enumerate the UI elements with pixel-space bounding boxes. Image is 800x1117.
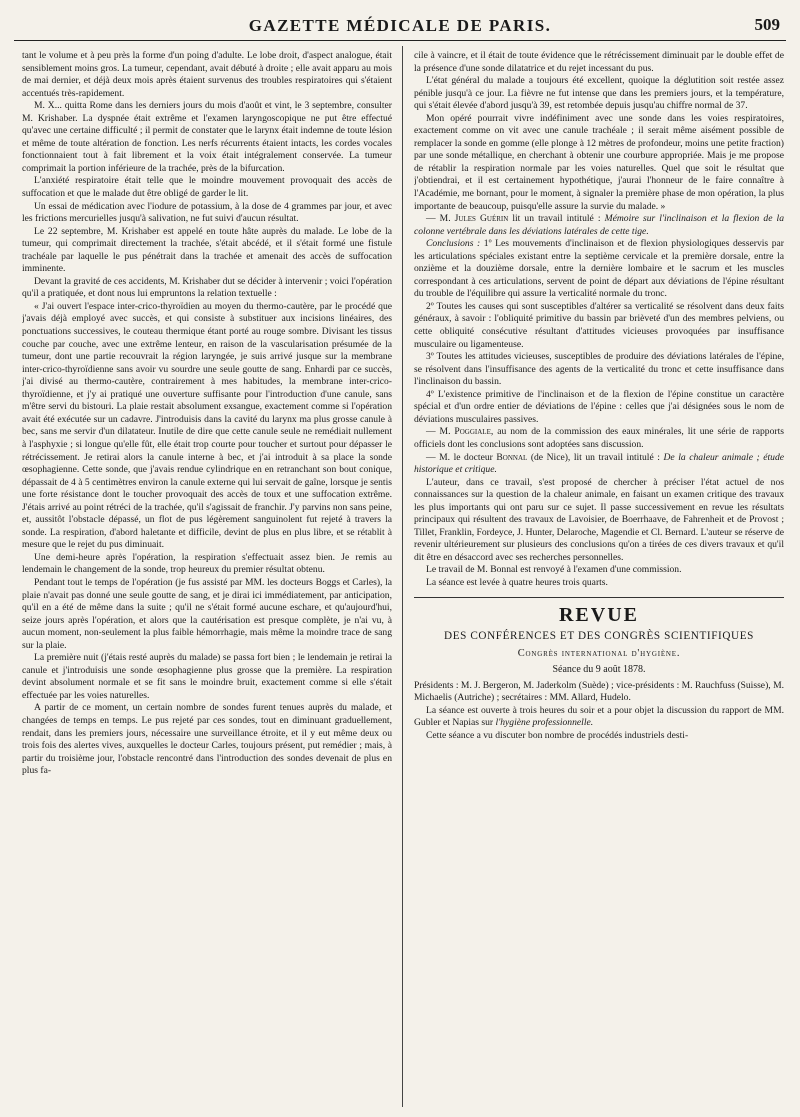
work-title: Mémoire sur l'inclinaison et la flexion de la colonne vertébrale dans les déviations latérales de cette tige. xyxy=(414,213,784,237)
entry-prefix: — M. xyxy=(426,426,455,438)
author-name: Poggiale xyxy=(454,426,491,438)
left-column xyxy=(22,50,392,1109)
paragraph: L'état général du malade a toujours été excellent, quoique la déglutition soit restée assez pénible jusqu'à ce jour. La fièvre ne fut intense que dans les premiers jours, et la température, qui s'était élevée d'abord jusqu'à 39, est retombée depuis jusqu'au chiffre normal de 37. xyxy=(414,75,784,112)
paragraph: Mon opéré pourrait vivre indéfiniment avec une sonde dans les voies respiratoires, exactement comme on vit avec une canule trachéale ; il serait même aisément possible de remplacer la sonde en gomme (elle plonge à 12 mètres de profondeur, moins une petite fraction) par une sonde métallique, en cherchant à obtenir une courbure appropriée. Mais je me propose de rétablir la respiration normale par les voies naturelles. Quel que soit le résultat que j'obtiendrai, et il est certainement hypothétique, j'aurai l'honneur de le faire connaître à l'Académie, me bornant, pour le moment, à signaler la première phase de mon opération, la plus importante de beaucoup, puisqu'elle assure la survie du malade. » xyxy=(414,112,784,212)
right-column xyxy=(414,50,784,1109)
entry-prefix: — M. le docteur xyxy=(426,451,497,463)
paragraph: La première nuit (j'étais resté auprès du malade) se passa fort bien ; le lendemain je retirai la canule et j'introduisis une sonde œsophagienne plus grosse que la première. La respiration devint absolument normale et se fit sans le moindre bruit, exactement comme si elle s'était effectuée par les voies naturelles. xyxy=(22,652,392,701)
paragraph: Une demi-heure après l'opération, la respiration s'effectuait assez bien. Je remis au lendemain le changement de la sonde, trop heureux du premier résultat obtenu. xyxy=(22,551,392,576)
entry-text: , au nom de la commission des eaux minérales, lit une série de rapports officiels dont les conclusions sont adoptées sans discussion. xyxy=(414,426,784,450)
author-name: Jules Guérin xyxy=(454,213,509,225)
paragraph: L'anxiété respiratoire était telle que le moindre mouvement provoquait des accès de suffocation et que le malade dut être obligé de garder le lit. xyxy=(22,175,392,200)
page-number: 509 xyxy=(754,15,780,34)
page-header xyxy=(14,10,786,41)
guerin-entry xyxy=(414,213,784,238)
conclusion-3: 3º Toutes les attitudes vicieuses, susceptibles de produire des déviations latérales de l'épine, se résolvent dans l'insuffisance des agents de la verticalité du tronc et cette insuffisance dans l'inclinaison du bassin. xyxy=(414,351,784,388)
paragraph: tant le volume et à peu près la forme d'un poing d'adulte. Le lobe droit, d'aspect analogue, était sensiblement moins gros. La tumeur, cependant, avait débuté à droite ; elle avait apparu au mois de mai dernier, et déjà deux mois après étaient survenus des troubles respiratoires qui s'étaient accentués très-rapidement. xyxy=(22,50,392,99)
paragraph: Le 22 septembre, M. Krishaber est appelé en toute hâte auprès du malade. Le lobe de la tumeur, qui comprimait directement la trachée, s'était abcédé, et il s'était formé une fistule trachéale par laquelle le pus pénétrait dans la trachée et amenait des accès de suffocation imminente. xyxy=(22,225,392,275)
opening-topic: l'hygiène professionnelle. xyxy=(495,717,594,729)
paragraph: L'auteur, dans ce travail, s'est proposé de chercher à préciser l'état actuel de nos connaissances sur la question de la chaleur animale, en faisant un examen critique des travaux les plus importants qui ont paru sur ce sujet. Il passe successivement en revue les résultats principaux qui résultent des travaux de Lavoisier, de Boerrhaave, de Fahrenheit et de Provost ; Tillet, Franklin, Fordeyce, J. Hunter, Delaroche, Magendie et Cl. Bernard. L'auteur se réserve de revenir ultérieurement sur plusieurs des conclusions qu'on a tirées de ces divers travaux et qu'il dit être en désaccord avec ses recherches personnelles. xyxy=(414,476,784,563)
paragraph: cile à vaincre, et il était de toute évidence que le rétrécissement diminuait par le double effet de la présence d'une sonde dilatatrice et du rejet incessant du pus. xyxy=(414,50,784,74)
congres-heading: Congrès international d'hygiène. xyxy=(517,647,681,659)
author-name: Bonnal xyxy=(496,451,528,463)
conclusion-1 xyxy=(414,238,784,301)
poggiale-entry xyxy=(414,426,784,451)
paragraph: Devant la gravité de ces accidents, M. Krishaber dut se décider à intervenir ; voici l'opération qu'il a pratiquée, et dont nous lui empruntons la relation textuelle : xyxy=(22,275,392,300)
revue-title: REVUE xyxy=(558,603,639,626)
conclusion-4: 4º L'existence primitive de l'inclinaison et de la flexion de l'épine constitue un caractère spécial et d'un ordre entier de déviations de l'épine : celles que j'ai désignées sous le nom de déviations musculaires passives. xyxy=(414,388,784,425)
seance-date: Séance du 9 août 1878. xyxy=(552,664,646,676)
paragraph: Cette séance a vu discuter bon nombre de procédés industriels desti- xyxy=(426,729,689,741)
opening-paragraph xyxy=(414,705,784,730)
opening-text: La séance est ouverte à trois heures du soir et a pour objet la discussion du rapport de MM. Gubler et Napias sur xyxy=(414,704,784,729)
entry-prefix: — M. xyxy=(426,213,455,225)
paragraph: Pendant tout le temps de l'opération (je fus assisté par MM. les docteurs Boggs et Carles), la plaie n'avait pas donné une seule goutte de sang, et je dirai ici immédiatement, par anticipation, qu'il en a été de même dans la suite ; qu'il ne s'était formé aucune eschare, et qu'aujourd'hui, seize jours après l'opération, et alors que la cautérisation est presque complète, je n'ai vu, à aucun moment, non-seulement la plus faible hémorrhagie, mais même la moindre trace de sang sur la plaie. xyxy=(22,576,392,651)
presidents: Présidents : M. J. Bergeron, M. Jaderkolm (Suède) ; vice-présidents : M. Rauchfuss (Suisse), M. Michaelis (Autriche) ; secrétaires : MM. Allard, Hudelo. xyxy=(414,679,784,704)
paragraph: « J'ai ouvert l'espace inter-crico-thyroïdien au moyen du thermo-cautère, par le procédé que j'avais déjà employé avec succès, et qui consiste à substituer aux incisions linéaires, des ponctuations successives, le couteau thermique étant porté au rouge sombre. Divisant les tissus couche par couche, avec une extrême lenteur, en raison de la vascularisation présumée de la tumeur, dont une partie recouvrait la région laryngée, je suis arrivé jusque sur la membrane inter-crico-thyroïdienne sans avoir vu sourdre une seule goutte de sang. Enhardi par ce succès, j'ai divisé au thermo-cautère, contrairement à mes habitudes, la membrane inter-crico-thyroïdienne, et j'y ai pratiqué une ouverture suffisante pour l'introduction d'une canule, sans m'être servi du bistouri. La plaie restait absolument exsangue, exactement comme si l'opération avait été exécutée sur un cadavre. J'introduisis dans la cavité du larynx ma plus grosse canule à bec, sans me servir d'un dilatateur. Inutile de dire que cette canule seule ne remédiait nullement à l'asphyxie ; si longue qu'elle fût, elle était trop courte pour toucher et surtout pour dépasser le rétrécissement. Je retirai alors la canule interne à bec, et j'ai introduit à sa place la sonde œsophagienne. Cette sonde, que j'avais rendue cylindrique en en retranchant son bout conique, dépassait de 4 à 5 centimètres environ la canule externe qui lui servait de gaîne, lorsque je sentis une forte résistance dont le toucher provoquait des accès de toux et une suffocation extrême. J'étais arrivé au point rétréci de la trachée, qu'il s'agissait de franchir. J'y parvins non sans peine, et, aussitôt l'obstacle dépassé, un flot de pus légèrement sanguinolent fut rejeté à travers la sonde. La respiration, d'abord haletante et difficile, devint de plus en plus libre, et se rétablit à mesure que le rejet du pus diminuait. xyxy=(22,300,392,551)
paragraph: La séance est levée à quatre heures trois quarts. xyxy=(426,576,608,588)
paragraph: A partir de ce moment, un certain nombre de sondes furent tenues auprès du malade, et changées de temps en temps. Le pus rejeté par ces sondes, tout en diminuant graduellement, rendait, dans les premiers jours, nécessaire une surveillance étroite, et il y eut même deux ou trois fois des alertes vives, auxquelles le docteur Carles, toujours présent, put remédier ; mais, à partir du troisième jour, l'obstacle rencontré dans l'introduction des sondes devenait de plus en plus fa- xyxy=(22,702,392,777)
bonnal-entry xyxy=(414,452,784,477)
revue-subtitle: DES CONFÉRENCES ET DES CONGRÈS SCIENTIFIQUES xyxy=(444,629,754,642)
paragraph: Un essai de médication avec l'iodure de potassium, à la dose de 4 grammes par jour, et avec les frictions mercurielles jusqu'à salivation, ne fut suivi d'aucun résultat. xyxy=(22,200,392,225)
journal-title: GAZETTE MÉDICALE DE PARIS. xyxy=(248,16,552,35)
conclusions-label: Conclusions : xyxy=(426,238,481,250)
entry-text: lit un travail intitulé : xyxy=(508,213,605,225)
conclusion-text: 1º Les mouvements d'inclinaison et de flexion physiologiques desservis par les articulations spéciales existant entre la septième cervicale et la première dorsale, entre la onzième et la douzième dorsale, entre la dernière lombaire et le sacrum et les muscles correspondant à ces articulations, servent de point de départ aux déviations de l'épine résultant du trouble de l'équilibre qui assure la verticalité normale du tronc. xyxy=(414,238,784,300)
work-title: De la chaleur animale ; étude historique et critique. xyxy=(414,451,784,476)
entry-text: (de Nice), lit un travail intitulé : xyxy=(527,451,664,463)
column-divider xyxy=(402,46,403,1107)
paragraph: M. X... quitta Rome dans les derniers jours du mois d'août et vint, le 3 septembre, consulter M. Krishaber. La dyspnée était extrême et l'examen laryngoscopique ne put être effectué qu'avec une certaine difficulté ; il permit de constater que le larynx était indemne de toute lésion et même de toute altération de fonction. Les nerfs récurrents étaient intacts, les cordes vocales fonctionnaient tout à fait librement et la voix était intégralement conservée. La tumeur comprimait la portion inférieure de la trachée, près de la bifurcation. xyxy=(22,100,392,174)
section-rule xyxy=(414,597,784,598)
paragraph: Le travail de M. Bonnal est renvoyé à l'examen d'une commission. xyxy=(426,564,682,576)
conclusion-2: 2º Toutes les causes qui sont susceptibles d'altérer sa verticalité se résolvent dans deux faits généraux, à savoir : l'obliquité primitive du bassin par brièveté d'un des membres pelviens, ou cette obliquité consécutive résultant d'attitudes vicieuses provoquées par insuffisance musculaire ou ligamenteuse. xyxy=(414,300,784,350)
